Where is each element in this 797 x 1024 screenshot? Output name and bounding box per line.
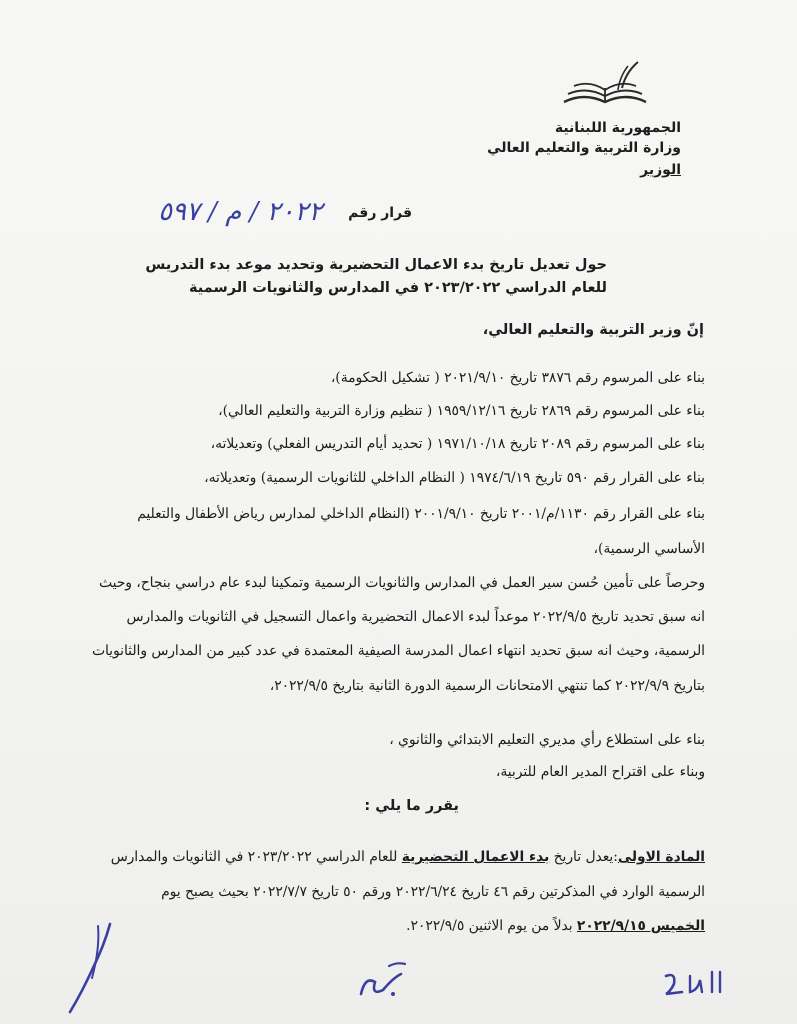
handwritten-initial-right-icon <box>660 966 730 1000</box>
preamble-line: بناء على المرسوم رقم ٢٨٦٩ تاريخ ١٩٥٩/١٢/١٦ ( تنظيم وزارة التربية والتعليم العالي)، <box>218 403 705 419</box>
article-1-new-date: الخميس ٢٠٢٢/٩/١٥ <box>576 918 705 934</box>
preamble-line: بناء على المرسوم رقم ٣٨٧٦ تاريخ ٢٠٢١/٩/١٠ ( تشكيل الحكومة)، <box>330 370 705 386</box>
article-1-old-date: بدلاً من يوم الاثنين ٢٠٢٢/٩/٥. <box>406 918 577 934</box>
handwritten-initial-middle-icon <box>353 956 417 1004</box>
article-1-emphasis: بدء الاعمال التحضيرية <box>401 849 550 865</box>
ministry-name: وزارة التربية والتعليم العالي <box>487 140 681 156</box>
decides-heading: يقرر ما يلي : <box>364 798 459 814</box>
subject-line-2: للعام الدراسي ٢٠٢٣/٢٠٢٢ في المدارس والثانويات الرسمية <box>189 280 607 296</box>
article-1-text-rest: للعام الدراسي ٢٠٢٣/٢٠٢٢ في الثانويات والمدارس <box>110 849 402 865</box>
republic-name: الجمهورية اللبنانية <box>554 120 681 136</box>
article-1-line-2: الرسمية الوارد في المذكرتين رقم ٤٦ تاريخ ٢٠٢٢/٦/٢٤ ورقم ٥٠ تاريخ ٢٠٢٢/٧/٧ بحيث يصبح يوم <box>161 884 705 900</box>
consultation-line: بناء على استطلاع رأي مديري التعليم الابتدائي والثانوي ، <box>389 732 705 748</box>
whereas-line: انه سبق تحديد تاريخ ٢٠٢٢/٩/٥ موعداً لبدء الاعمال التحضيرية واعمال التسجيل في الثانويات والمدارس <box>126 609 705 625</box>
preamble-line: الأساسي الرسمية)، <box>593 541 705 557</box>
preamble-line: بناء على المرسوم رقم ٢٠٨٩ تاريخ ١٩٧١/١٠/١٨ ( تحديد أيام التدريس الفعلي) وتعديلاته، <box>210 436 705 452</box>
consultation-line: وبناء على اقتراح المدير العام للتربية، <box>495 764 705 780</box>
whereas-line: بتاريخ ٢٠٢٢/٩/٩ كما تنتهي الامتحانات الرسمية الدورة الثانية بتاريخ ٢٠٢٢/٩/٥، <box>269 678 705 694</box>
article-1-heading: المادة الاولى <box>617 849 705 865</box>
decision-label: قرار رقم <box>348 205 412 221</box>
article-1-text: :يعدل تاريخ <box>549 849 618 865</box>
open-book-logo-icon <box>560 58 650 114</box>
decision-number: ٢٠٢٢ / م / ٥٩٧ <box>158 197 323 227</box>
preamble-line: بناء على القرار رقم ١١٣٠/م/٢٠٠١ تاريخ ٢٠٠١/٩/١٠ (النظام الداخلي لمدارس رياض الأطفال والتعليم <box>137 506 705 522</box>
article-1-line-3 <box>406 916 705 936</box>
minister-title: الوزير <box>640 162 681 178</box>
whereas-line: الرسمية، وحيث انه سبق تحديد انتهاء اعمال المدرسة الصيفية المعتمدة في عدد كبير من المدارس والثانويات <box>91 643 705 659</box>
whereas-line: وحرصاً على تأمين حُسن سير العمل في المدارس والثانويات الرسمية وتمكينا لبدء عام دراسي بنجاح، وحيث <box>99 575 705 591</box>
handwritten-initial-left-icon <box>52 918 122 1018</box>
opening-statement: إنّ وزير التربية والتعليم العالي، <box>482 322 704 338</box>
preamble-line: بناء على القرار رقم ٥٩٠ تاريخ ١٩٧٤/٦/١٩ ( النظام الداخلي للثانويات الرسمية) وتعديلاته، <box>204 470 705 486</box>
article-1-line-1 <box>111 847 705 867</box>
subject-line-1: حول تعديل تاريخ بدء الاعمال التحضيرية وتحديد موعد بدء التدريس <box>145 257 607 273</box>
